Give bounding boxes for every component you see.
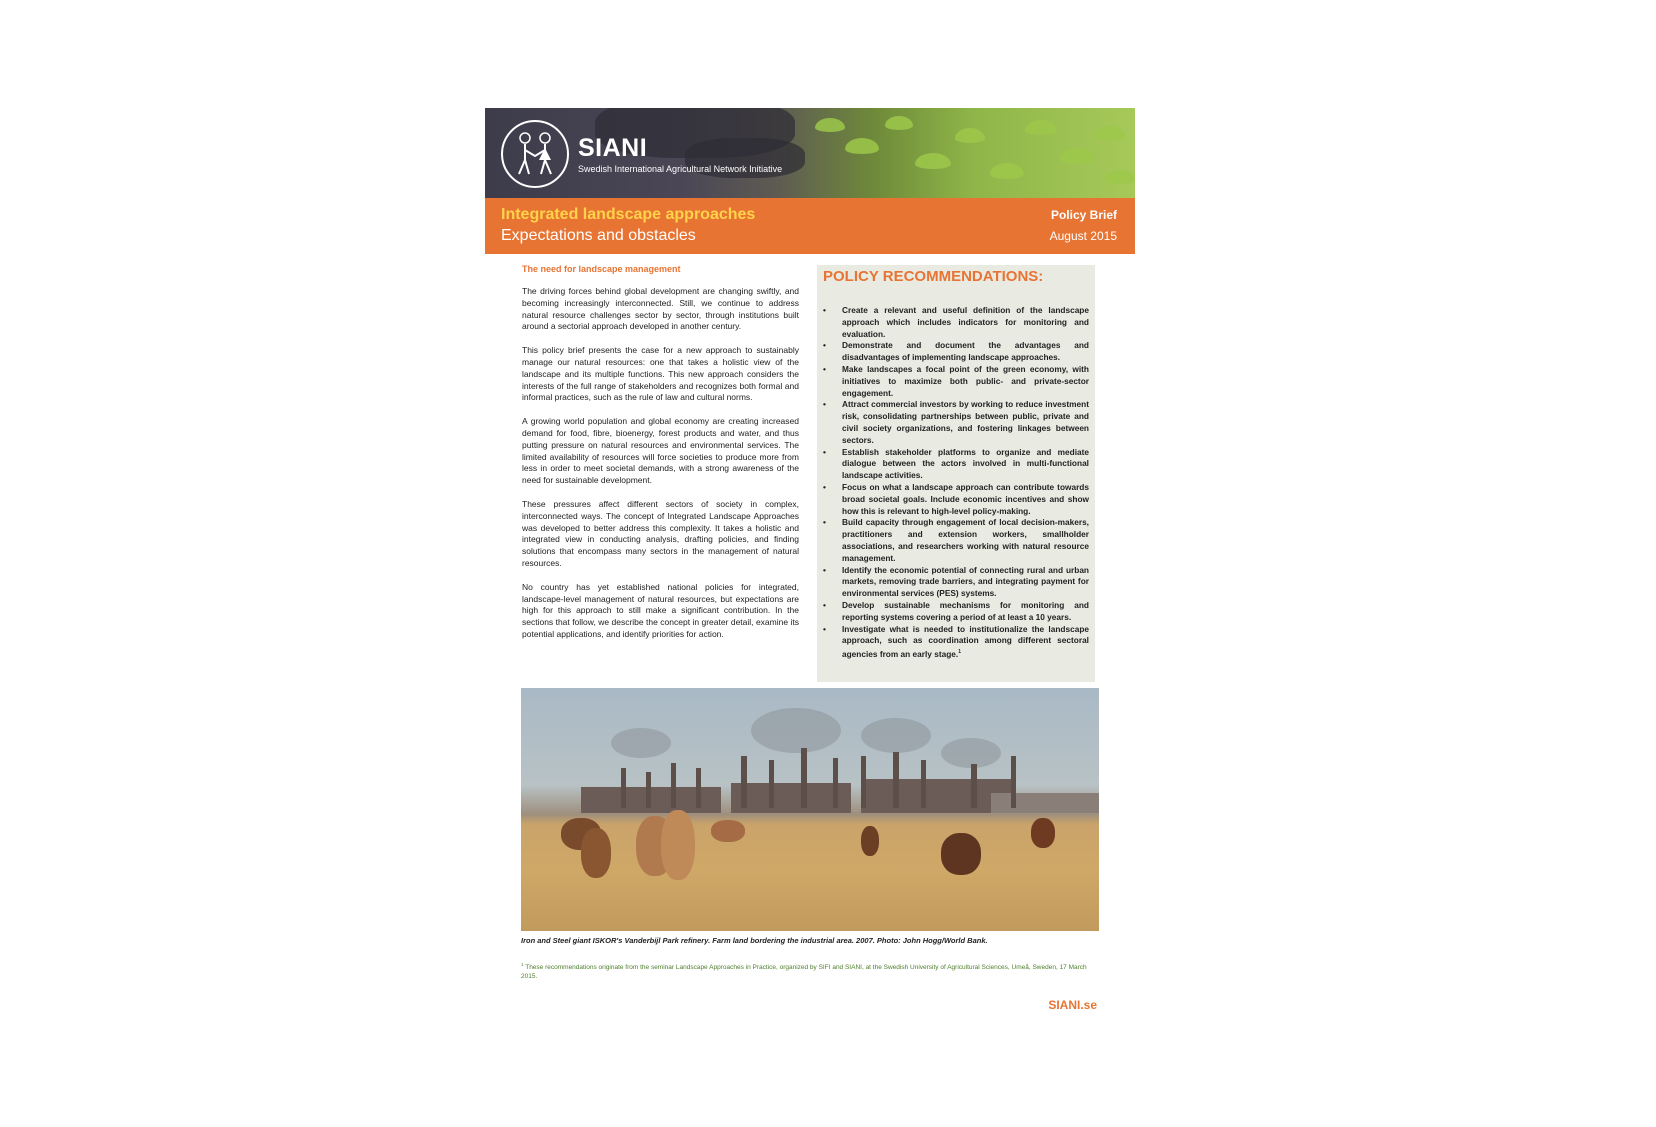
recommendation-item: • Make landscapes a focal point of the green economy, with initiatives to maximize both public- and private-sector engagement. [817, 364, 1089, 399]
recommendation-item: • Identify the economic potential of connecting rural and urban markets, removing trade barriers, and integrating payment for environmental services (PES) systems. [817, 565, 1089, 600]
footnote-number: 1 [521, 962, 524, 967]
body-paragraph: These pressures affect different sectors of society in complex, interconnected ways. The concept of Integrated Landscape Approaches was developed to better address this complexity. It takes a holistic and integrated view in conducting analysis, drafting policies, and finding solutions that encompass many sectors in the management of natural resources. [522, 498, 799, 568]
org-full-name: Swedish International Agricultural Network Initiative [578, 164, 783, 174]
recommendation-item: • Establish stakeholder platforms to organize and mediate dialogue between the actors involved in multi-functional landscape activities. [817, 447, 1089, 482]
title-bar [485, 198, 1135, 254]
recommendation-item-last [817, 624, 1089, 661]
footnote [521, 961, 1101, 981]
body-paragraph: The driving forces behind global development are changing swiftly, and becoming increasingly interconnected. Still, we continue to address natural resource challenges sector by sector, through institutions built around a sectorial approach developed in another century. [522, 286, 799, 332]
body-paragraph: A growing world population and global economy are creating increased demand for food, fibre, bioenergy, forest products and water, and thus putting pressure on natural resources and environmental services. The limited availability of resources will force societies to produce more from less in order to meet societal demands, with a strong awareness of the need for sustainable development. [522, 416, 799, 486]
section-heading: The need for landscape management [522, 264, 681, 274]
recommendations-title: POLICY RECOMMENDATIONS: [823, 268, 1044, 285]
industrial-farmland-photo [521, 688, 1099, 931]
policy-brief-page [485, 108, 1135, 1028]
website-link[interactable]: SIANI.se [1048, 998, 1097, 1012]
document-subtitle: Expectations and obstacles [501, 227, 696, 244]
body-column [522, 264, 799, 653]
recommendation-item: • Demonstrate and document the advantages and disadvantages of implementing landscape approaches. [817, 340, 1089, 364]
header-banner [485, 108, 1135, 198]
recommendations-list [817, 305, 1089, 661]
document-date: August 2015 [1049, 229, 1117, 243]
recommendation-item: • Build capacity through engagement of local decision-makers, practitioners and extension workers, smallholder associations, and researchers working with natural resource management. [817, 517, 1089, 564]
footnote-text: These recommendations originate from the seminar Landscape Approaches in Practice, organized by SIFI and SIANI, at the Swedish University of Agricultural Sciences, Umeå, Sweden, 17 March 2015. [521, 964, 1087, 980]
body-paragraph: This policy brief presents the case for a new approach to sustainably manage our natural resources: one that takes a holistic view of the landscape and its multiple functions. This new approach considers the interests of the full range of stakeholders and recognizes both formal and informal practices, such as the rule of law and cultural norms. [522, 345, 799, 403]
recommendation-item: • Develop sustainable mechanisms for monitoring and reporting systems covering a period of at least a 10 years. [817, 600, 1089, 624]
recommendation-item: • Attract commercial investors by working to reduce investment risk, consolidating partnerships between public, private and civil society organizations, and fostering linkages between sectors. [817, 399, 1089, 446]
photo-caption: Iron and Steel giant ISKOR's Vanderbijl Park refinery. Farm land bordering the industrial area. 2007. Photo: John Hogg/World Bank. [521, 936, 988, 945]
footnote-marker: 1 [958, 649, 961, 656]
two-figures-logo-icon [501, 120, 569, 188]
org-name: SIANI [578, 134, 648, 162]
recommendation-item-text: Investigate what is needed to institutionalize the landscape approach, such as coordination among different sectoral agencies from an early stage. [842, 623, 1089, 659]
body-paragraph: No country has yet established national policies for integrated, landscape-level management of natural resources, but expectations are high for this approach to still make a significant contribution. In the sections that follow, we describe the concept in greater detail, examine its potential applications, and identify priorities for action. [522, 581, 799, 639]
policy-recommendations-box [817, 265, 1095, 682]
recommendation-item: • Create a relevant and useful definition of the landscape approach which includes indicators for monitoring and evaluation. [817, 305, 1089, 340]
document-title: Integrated landscape approaches [501, 206, 756, 223]
document-type: Policy Brief [1050, 208, 1117, 222]
recommendation-item: • Focus on what a landscape approach can contribute towards broad societal goals. Include economic incentives and show how this is relevant to high-level policy-making. [817, 482, 1089, 517]
